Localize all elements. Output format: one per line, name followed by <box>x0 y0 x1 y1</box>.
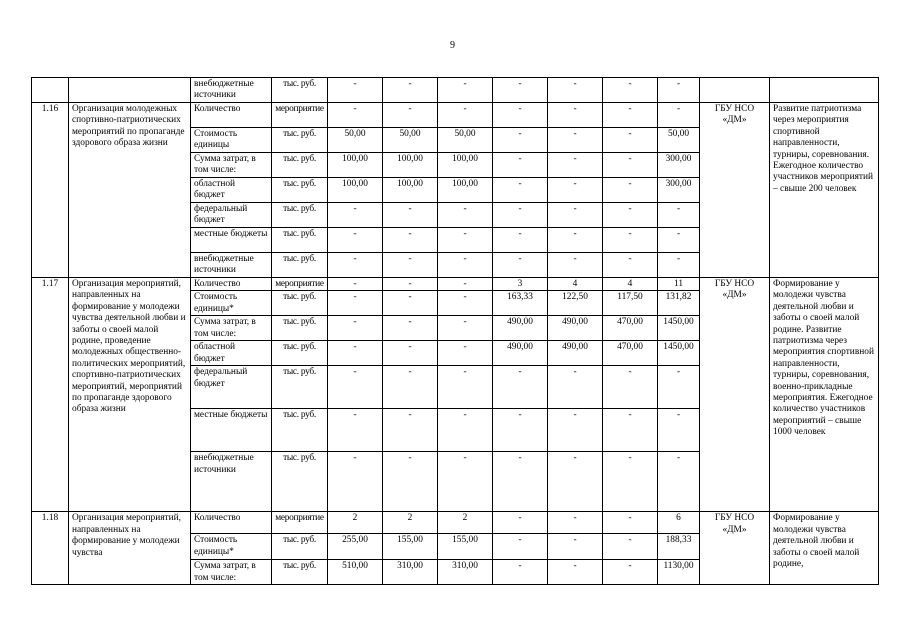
value-cell: - <box>493 128 548 153</box>
unit-cell: мероприятие <box>272 103 328 128</box>
value-cell: - <box>603 153 658 178</box>
indicator-cell: областной бюджет <box>191 341 272 366</box>
value-cell: - <box>493 452 548 512</box>
value-cell: - <box>548 203 603 228</box>
value-cell: - <box>383 409 438 452</box>
indicator-cell: внебюджетные источники <box>191 253 272 278</box>
value-cell: 2 <box>328 512 383 534</box>
value-cell: - <box>548 534 603 560</box>
value-cell: - <box>438 78 493 103</box>
value-cell: - <box>603 366 658 409</box>
value-cell: 490,00 <box>548 341 603 366</box>
value-cell: - <box>603 409 658 452</box>
item-number-cell: 1.18 <box>32 512 69 585</box>
table-row <box>32 278 879 291</box>
value-cell: 490,00 <box>493 341 548 366</box>
unit-cell: тыс. руб. <box>272 560 328 585</box>
executor-cell <box>700 78 770 103</box>
value-cell: - <box>328 78 383 103</box>
value-cell: - <box>493 203 548 228</box>
table-row <box>32 103 879 128</box>
value-cell: 100,00 <box>328 153 383 178</box>
value-cell: - <box>658 103 700 128</box>
value-cell: - <box>328 366 383 409</box>
value-cell: 155,00 <box>383 534 438 560</box>
value-cell: - <box>383 203 438 228</box>
value-cell: 100,00 <box>383 178 438 203</box>
unit-cell: тыс. руб. <box>272 178 328 203</box>
indicator-cell: Стоимость единицы* <box>191 291 272 316</box>
value-cell: - <box>603 78 658 103</box>
unit-cell: мероприятие <box>272 512 328 534</box>
value-cell: - <box>328 341 383 366</box>
value-cell: 490,00 <box>548 316 603 341</box>
item-number-cell <box>32 78 69 103</box>
value-cell: - <box>383 452 438 512</box>
value-cell: - <box>383 341 438 366</box>
value-cell: - <box>548 78 603 103</box>
item-number-cell: 1.17 <box>32 278 69 512</box>
value-cell: - <box>658 409 700 452</box>
value-cell: 255,00 <box>328 534 383 560</box>
value-cell: - <box>328 278 383 291</box>
indicator-cell: Стоимость единицы* <box>191 534 272 560</box>
value-cell: - <box>603 512 658 534</box>
value-cell: 131,82 <box>658 291 700 316</box>
indicator-cell: областной бюджет <box>191 178 272 203</box>
value-cell: - <box>493 103 548 128</box>
expected-result-cell: Формирование у молодежи чувства деятельной любви и заботы о своей малой родине. Развитие патриотизма через мероприятия спортивной направленности, турниры, соревнования, военно-прикладные мероприятия. Ежегодное количество участников мероприятий – свыше 1000 человек <box>770 278 879 512</box>
value-cell: - <box>328 253 383 278</box>
unit-cell: тыс. руб. <box>272 316 328 341</box>
value-cell: - <box>493 560 548 585</box>
unit-cell: тыс. руб. <box>272 253 328 278</box>
value-cell: 50,00 <box>383 128 438 153</box>
value-cell: - <box>548 103 603 128</box>
expected-result-cell <box>770 78 879 103</box>
indicator-cell: Количество <box>191 512 272 534</box>
unit-cell: тыс. руб. <box>272 452 328 512</box>
activity-name-cell: Организация мероприятий, направленных на формирование у молодежи чувства <box>69 512 191 585</box>
value-cell: - <box>383 78 438 103</box>
value-cell: - <box>658 228 700 253</box>
value-cell: 310,00 <box>438 560 493 585</box>
value-cell: 1450,00 <box>658 316 700 341</box>
unit-cell: тыс. руб. <box>272 341 328 366</box>
value-cell: - <box>603 253 658 278</box>
value-cell: - <box>658 452 700 512</box>
value-cell: 300,00 <box>658 178 700 203</box>
value-cell: - <box>383 228 438 253</box>
value-cell: - <box>438 253 493 278</box>
indicator-cell: местные бюджеты <box>191 409 272 452</box>
value-cell: - <box>328 228 383 253</box>
value-cell: - <box>548 128 603 153</box>
value-cell: - <box>438 366 493 409</box>
unit-cell: тыс. руб. <box>272 534 328 560</box>
value-cell: - <box>493 153 548 178</box>
value-cell: - <box>603 560 658 585</box>
value-cell: 50,00 <box>438 128 493 153</box>
value-cell: - <box>603 452 658 512</box>
value-cell: - <box>328 409 383 452</box>
value-cell: - <box>603 103 658 128</box>
value-cell: - <box>548 178 603 203</box>
value-cell: - <box>438 278 493 291</box>
value-cell: 117,50 <box>603 291 658 316</box>
program-activities-table <box>31 77 879 585</box>
indicator-cell: внебюджетные источники <box>191 78 272 103</box>
value-cell: - <box>603 203 658 228</box>
indicator-cell: Сумма затрат, в том числе: <box>191 560 272 585</box>
value-cell: 510,00 <box>328 560 383 585</box>
value-cell: - <box>438 409 493 452</box>
value-cell: - <box>493 228 548 253</box>
value-cell: - <box>438 316 493 341</box>
unit-cell: тыс. руб. <box>272 228 328 253</box>
value-cell: - <box>493 366 548 409</box>
value-cell: - <box>548 253 603 278</box>
value-cell: - <box>548 228 603 253</box>
value-cell: - <box>328 291 383 316</box>
value-cell: - <box>493 178 548 203</box>
value-cell: 50,00 <box>328 128 383 153</box>
value-cell: - <box>493 253 548 278</box>
value-cell: 300,00 <box>658 153 700 178</box>
indicator-cell: местные бюджеты <box>191 228 272 253</box>
table-row <box>32 512 879 534</box>
value-cell: 3 <box>493 278 548 291</box>
value-cell: 100,00 <box>328 178 383 203</box>
page-number: 9 <box>450 40 455 51</box>
unit-cell: тыс. руб. <box>272 366 328 409</box>
value-cell: - <box>658 78 700 103</box>
value-cell: - <box>383 316 438 341</box>
value-cell: - <box>438 452 493 512</box>
executor-cell: ГБУ НСО «ДМ» <box>700 278 770 512</box>
value-cell: - <box>548 452 603 512</box>
value-cell: - <box>328 316 383 341</box>
indicator-cell: Количество <box>191 278 272 291</box>
value-cell: - <box>603 228 658 253</box>
value-cell: 163,33 <box>493 291 548 316</box>
value-cell: 2 <box>383 512 438 534</box>
value-cell: 470,00 <box>603 316 658 341</box>
activity-name-cell <box>69 78 191 103</box>
item-number-cell: 1.16 <box>32 103 69 278</box>
value-cell: - <box>603 534 658 560</box>
value-cell: 470,00 <box>603 341 658 366</box>
value-cell: 11 <box>658 278 700 291</box>
table-row <box>32 78 879 103</box>
unit-cell: мероприятие <box>272 278 328 291</box>
value-cell: - <box>603 178 658 203</box>
value-cell: - <box>438 291 493 316</box>
value-cell: - <box>328 203 383 228</box>
value-cell: 50,00 <box>658 128 700 153</box>
activity-name-cell: Организация молодежных спортивно-патриотических мероприятий по пропаганде здорового образа жизни <box>69 103 191 278</box>
unit-cell: тыс. руб. <box>272 128 328 153</box>
value-cell: - <box>493 512 548 534</box>
value-cell: 310,00 <box>383 560 438 585</box>
expected-result-cell: Развитие патриотизма через мероприятия спортивной направленности, турниры, соревнования. Ежегодное количество участников мероприятий – свыше 200 человек <box>770 103 879 278</box>
indicator-cell: федеральный бюджет <box>191 366 272 409</box>
unit-cell: тыс. руб. <box>272 203 328 228</box>
indicator-cell: Сумма затрат, в том числе: <box>191 153 272 178</box>
value-cell: - <box>383 291 438 316</box>
value-cell: 490,00 <box>493 316 548 341</box>
value-cell: - <box>658 366 700 409</box>
value-cell: - <box>438 341 493 366</box>
unit-cell: тыс. руб. <box>272 153 328 178</box>
value-cell: - <box>438 228 493 253</box>
value-cell: 1450,00 <box>658 341 700 366</box>
value-cell: - <box>658 203 700 228</box>
activity-name-cell: Организация мероприятий, направленных на формирование у молодежи чувства деятельной любви и заботы о своей малой родине, проведение молодежных общественно-политических мероприятий, спортивно-патриотических мероприятий, мероприятий по пропаганде здорового образа жизни <box>69 278 191 512</box>
indicator-cell: Сумма затрат, в том числе: <box>191 316 272 341</box>
indicator-cell: федеральный бюджет <box>191 203 272 228</box>
value-cell: - <box>328 103 383 128</box>
value-cell: 100,00 <box>438 153 493 178</box>
value-cell: - <box>493 409 548 452</box>
indicator-cell: внебюджетные источники <box>191 452 272 512</box>
value-cell: 100,00 <box>383 153 438 178</box>
unit-cell: тыс. руб. <box>272 291 328 316</box>
executor-cell: ГБУ НСО «ДМ» <box>700 103 770 278</box>
value-cell: 1130,00 <box>658 560 700 585</box>
value-cell: - <box>548 409 603 452</box>
value-cell: 155,00 <box>438 534 493 560</box>
value-cell: 100,00 <box>438 178 493 203</box>
unit-cell: тыс. руб. <box>272 78 328 103</box>
value-cell: - <box>548 153 603 178</box>
value-cell: - <box>438 103 493 128</box>
value-cell: - <box>328 452 383 512</box>
value-cell: - <box>658 253 700 278</box>
unit-cell: тыс. руб. <box>272 409 328 452</box>
value-cell: 188,33 <box>658 534 700 560</box>
value-cell: 122,50 <box>548 291 603 316</box>
value-cell: - <box>548 512 603 534</box>
value-cell: - <box>603 128 658 153</box>
value-cell: 4 <box>548 278 603 291</box>
value-cell: - <box>383 103 438 128</box>
value-cell: - <box>493 78 548 103</box>
value-cell: - <box>383 278 438 291</box>
value-cell: 6 <box>658 512 700 534</box>
value-cell: - <box>383 366 438 409</box>
value-cell: - <box>438 203 493 228</box>
indicator-cell: Стоимость единицы <box>191 128 272 153</box>
value-cell: - <box>383 253 438 278</box>
expected-result-cell: Формирование у молодежи чувства деятельной любви и заботы о своей малой родине, <box>770 512 879 585</box>
value-cell: 2 <box>438 512 493 534</box>
value-cell: 4 <box>603 278 658 291</box>
executor-cell: ГБУ НСО «ДМ» <box>700 512 770 585</box>
value-cell: - <box>548 560 603 585</box>
value-cell: - <box>548 366 603 409</box>
value-cell: - <box>493 534 548 560</box>
indicator-cell: Количество <box>191 103 272 128</box>
